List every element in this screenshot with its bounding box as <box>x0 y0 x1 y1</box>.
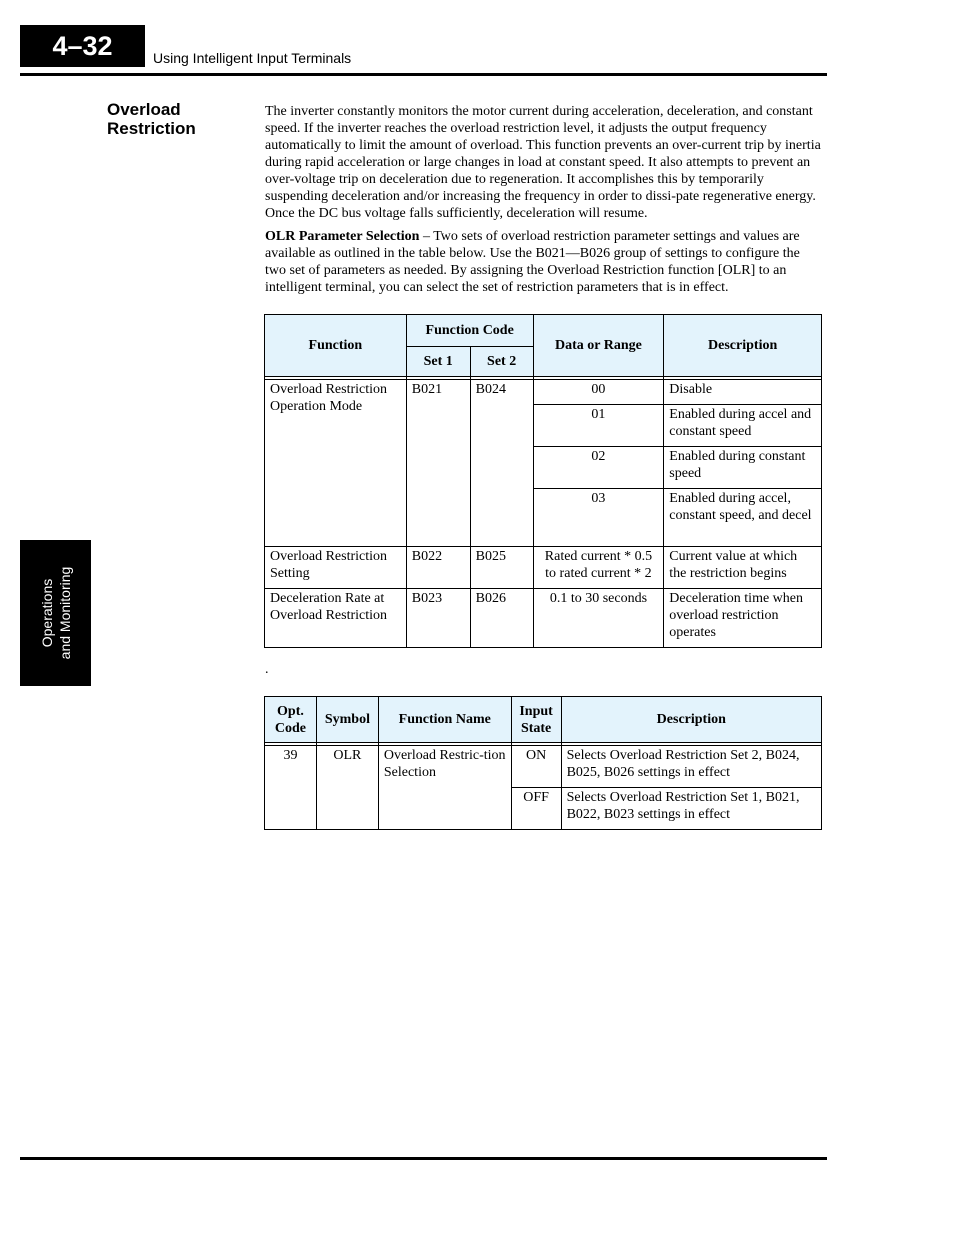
description-cell: Selects Overload Restriction Set 1, B021, B022, B023 settings in effect <box>561 788 821 830</box>
col-header-opt-code: Opt. Code <box>265 697 317 743</box>
olr-parameter-lead: OLR Parameter Selection <box>265 229 420 244</box>
side-tab <box>20 540 91 686</box>
set1-cell: B023 <box>406 589 470 648</box>
input-state-cell: OFF <box>511 788 561 830</box>
col-header-set1: Set 1 <box>406 347 470 377</box>
header-rule <box>20 73 827 76</box>
value-cell: 00 <box>533 380 664 405</box>
value-cell: 01 <box>533 405 664 447</box>
side-tab-line2: and Monitoring <box>56 566 73 660</box>
description-cell: Disable <box>664 380 822 405</box>
description-cell: Selects Overload Restriction Set 2, B024, B025, B026 settings in effect <box>561 746 821 788</box>
description-cell: Deceleration time when overload restriction operates <box>664 589 822 648</box>
set1-cell: B022 <box>406 547 470 589</box>
description-cell: Enabled during accel, constant speed, and decel <box>664 489 822 547</box>
separator-dot: . <box>265 662 269 677</box>
olr-parameter-text: – Two sets of overload restriction parameter settings and values are available as outlined in the table below. Use the B021—B026 group of settings to configure the two set of parameters as needed. By assigning the Overload Restriction function [OLR] to an intelligent terminal, you can select the set of restriction parameters that is in effect. <box>265 229 800 295</box>
symbol-cell: OLR <box>316 746 378 830</box>
col-header-set2: Set 2 <box>470 347 533 377</box>
function-name-cell: Overload Restric-tion Selection <box>378 746 511 830</box>
col-header-symbol: Symbol <box>316 697 378 743</box>
parameter-table <box>264 314 822 648</box>
side-tab-line1: Operations <box>38 578 55 648</box>
table-row <box>265 547 822 589</box>
set1-cell: B021 <box>406 380 470 547</box>
section-heading <box>107 100 247 138</box>
col-header-input-state: Input State <box>511 697 561 743</box>
page-number: 4–32 <box>20 25 145 67</box>
function-cell: Overload Restriction Operation Mode <box>265 380 407 547</box>
col-header-description: Description <box>664 315 822 377</box>
col-header-function: Function <box>265 315 407 377</box>
table-row <box>265 589 822 648</box>
range-cell: Rated current * 0.5 to rated current * 2 <box>533 547 664 589</box>
description-cell: Enabled during accel and constant speed <box>664 405 822 447</box>
range-cell: 0.1 to 30 seconds <box>533 589 664 648</box>
set2-cell: B026 <box>470 589 533 648</box>
section-heading-line2: Restriction <box>107 119 196 138</box>
input-state-cell: ON <box>511 746 561 788</box>
olr-parameter-paragraph <box>265 228 821 296</box>
col-header-function-name: Function Name <box>378 697 511 743</box>
table-row <box>265 746 822 788</box>
footer-rule <box>20 1157 827 1160</box>
value-cell: 03 <box>533 489 664 547</box>
description-cell: Enabled during constant speed <box>664 447 822 489</box>
function-cell: Overload Restriction Setting <box>265 547 407 589</box>
value-cell: 02 <box>533 447 664 489</box>
section-heading-line1: Overload <box>107 100 181 119</box>
side-tab-label <box>38 567 74 660</box>
table-row <box>265 380 822 405</box>
function-cell: Deceleration Rate at Overload Restriction <box>265 589 407 648</box>
set2-cell: B025 <box>470 547 533 589</box>
col-header-description: Description <box>561 697 821 743</box>
intro-paragraph: The inverter constantly monitors the motor current during acceleration, deceleration, and constant speed. If the inverter reaches the overload restriction level, it adjusts the output frequency automatically to limit the amount of overload. This function prevents an over-current trip by inertia during rapid acceleration or large changes in load at constant speed. It also attempts to prevent an over-voltage trip on deceleration due to regeneration. It accomplishes this by temporarily suspending deceleration and/or increasing the frequency in order to dissi-pate regenerative energy. Once the DC bus voltage falls sufficiently, deceleration will resume. <box>265 104 821 221</box>
set2-cell: B024 <box>470 380 533 547</box>
header-title: Using Intelligent Input Terminals <box>153 50 352 66</box>
terminal-function-table <box>264 696 822 830</box>
col-header-data-or-range: Data or Range <box>533 315 664 377</box>
col-header-function-code: Function Code <box>406 315 533 347</box>
description-cell: Current value at which the restriction begins <box>664 547 822 589</box>
opt-code-cell: 39 <box>265 746 317 830</box>
